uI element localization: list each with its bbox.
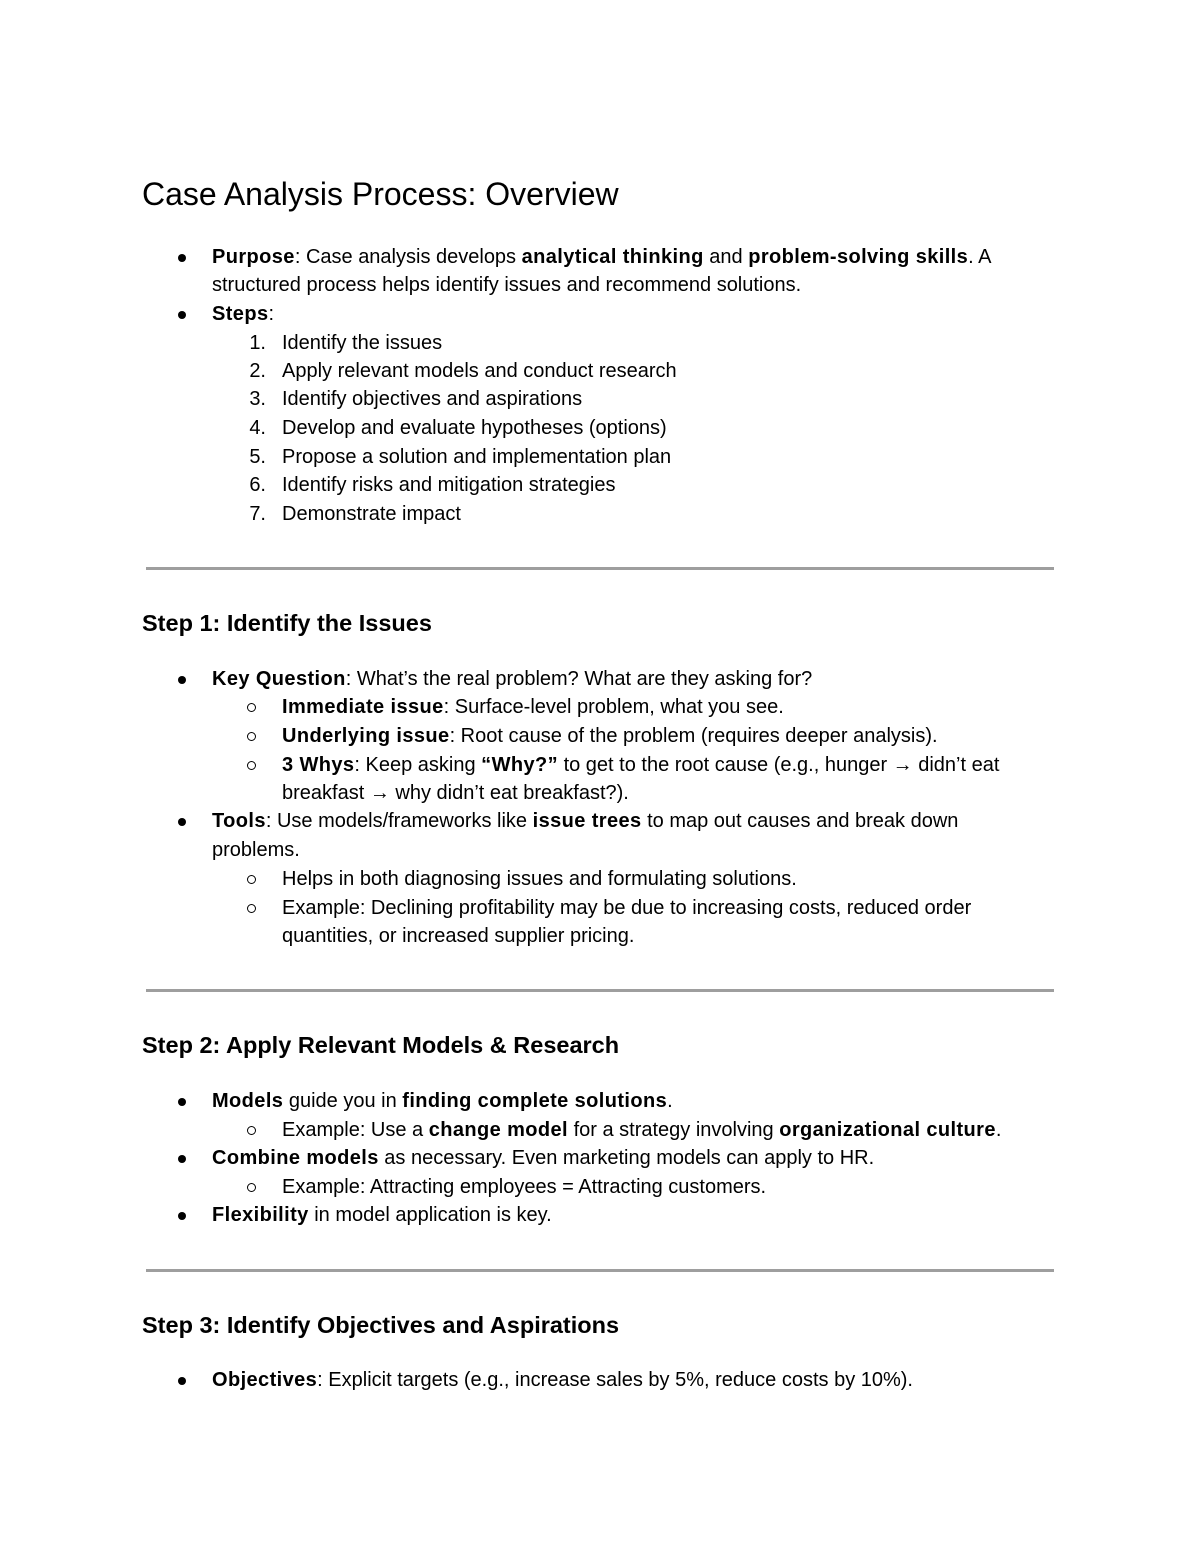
objectives-label: Objectives: [212, 1369, 318, 1391]
tools-bold: issue trees: [532, 810, 642, 832]
circle-bullet-icon: [247, 703, 256, 712]
steps-colon: :: [268, 303, 275, 325]
whys-text: : Keep asking: [354, 754, 482, 776]
example1-text-3: .: [995, 1119, 1002, 1141]
purpose-text-3: . A: [968, 246, 992, 268]
immediate-text: : Surface-level problem, what you see.: [443, 696, 784, 718]
tools-line: [212, 807, 1072, 836]
list-item: Identify objectives and aspirations: [282, 388, 583, 410]
horizontal-rule: [146, 567, 1054, 570]
three-whys-line-2: breakfast → why didn’t eat breakfast?).: [282, 782, 629, 804]
horizontal-rule: [146, 989, 1054, 992]
list-item: Develop and evaluate hypotheses (options): [282, 417, 667, 439]
bullet-icon: [178, 1212, 186, 1220]
list-item: Identify risks and mitigation strategies: [282, 474, 616, 496]
bullet-icon: [178, 254, 186, 262]
combine-models-line: [212, 1144, 1072, 1173]
purpose-bold-2: problem-solving skills: [748, 246, 969, 268]
step-number: 4.: [249, 417, 266, 439]
circle-bullet-icon: [247, 875, 256, 884]
flex-text: in model application is key.: [308, 1204, 552, 1226]
step-number: 5.: [249, 446, 266, 468]
models-text-2: .: [667, 1090, 673, 1112]
page-title: Case Analysis Process: Overview: [142, 176, 619, 212]
circle-bullet-icon: [247, 732, 256, 741]
models-label: Models: [212, 1090, 284, 1112]
whys-bold: “Why?”: [481, 754, 559, 776]
flexibility-line: [212, 1201, 1072, 1230]
key-question-label: Key Question: [212, 668, 346, 690]
bullet-icon: [178, 311, 186, 319]
combine-label: Combine models: [212, 1147, 379, 1169]
objectives-line: [212, 1366, 1072, 1395]
example-change-model-line: [282, 1116, 1142, 1145]
example-line-2: quantities, or increased supplier pricing.: [282, 925, 635, 947]
step-number: 6.: [249, 474, 266, 496]
bullet-icon: [178, 1155, 186, 1163]
tools-line-2: problems.: [212, 839, 300, 861]
circle-bullet-icon: [247, 1183, 256, 1192]
step2-heading: Step 2: Apply Relevant Models & Research: [142, 1032, 620, 1058]
example1-text-2: for a strategy involving: [568, 1119, 780, 1141]
steps-label: Steps: [212, 303, 269, 325]
purpose-text: : Case analysis develops: [294, 246, 522, 268]
underlying-issue-line: [282, 722, 1142, 751]
purpose-label: Purpose: [212, 246, 295, 268]
immediate-label: Immediate issue: [282, 696, 444, 718]
step1-heading: Step 1: Identify the Issues: [142, 610, 432, 636]
step3-heading: Step 3: Identify Objectives and Aspirations: [142, 1312, 620, 1338]
purpose-line-2: structured process helps identify issues and recommend solutions.: [212, 274, 802, 296]
horizontal-rule: [146, 1269, 1054, 1272]
list-item: Identify the issues: [282, 332, 443, 354]
tools-label: Tools: [212, 810, 266, 832]
three-whys-line: [282, 751, 1142, 780]
step-number: 1.: [249, 332, 266, 354]
step-number: 2.: [249, 360, 266, 382]
circle-bullet-icon: [247, 761, 256, 770]
step-number: 3.: [249, 388, 266, 410]
objectives-text: : Explicit targets (e.g., increase sales by 5%, reduce costs by 10%).: [317, 1369, 913, 1391]
circle-bullet-icon: [247, 904, 256, 913]
example1-bold: change model: [428, 1119, 569, 1141]
steps-line: [212, 300, 1072, 329]
tools-text-2: to map out causes and break down: [641, 810, 959, 832]
underlying-label: Underlying issue: [282, 725, 450, 747]
list-item: Apply relevant models and conduct research: [282, 360, 677, 382]
models-line: [212, 1087, 1072, 1116]
example1-bold-2: organizational culture: [779, 1119, 996, 1141]
step-number: 7.: [249, 503, 266, 525]
whys-label: 3 Whys: [282, 754, 355, 776]
key-question-text: : What’s the real problem? What are they asking for?: [345, 668, 813, 690]
flex-label: Flexibility: [212, 1204, 309, 1226]
immediate-issue-line: [282, 693, 1142, 722]
tools-text: : Use models/frameworks like: [265, 810, 533, 832]
list-item: Demonstrate impact: [282, 503, 461, 525]
models-bold: finding complete solutions: [402, 1090, 668, 1112]
models-text: guide you in: [283, 1090, 403, 1112]
example-attracting-line: Example: Attracting employees = Attracting customers.: [282, 1176, 767, 1198]
bullet-icon: [178, 818, 186, 826]
bullet-icon: [178, 1098, 186, 1106]
example-line: Example: Declining profitability may be due to increasing costs, reduced order: [282, 897, 972, 919]
purpose-bold-1: analytical thinking: [521, 246, 704, 268]
helps-line: Helps in both diagnosing issues and formulating solutions.: [282, 868, 797, 890]
list-item: Propose a solution and implementation plan: [282, 446, 672, 468]
purpose-text-2: and: [703, 246, 749, 268]
underlying-text: : Root cause of the problem (requires deeper analysis).: [449, 725, 938, 747]
purpose-line: [212, 243, 1072, 272]
example1-text: Example: Use a: [282, 1119, 429, 1141]
circle-bullet-icon: [247, 1126, 256, 1135]
bullet-icon: [178, 676, 186, 684]
combine-text: as necessary. Even marketing models can apply to HR.: [378, 1147, 875, 1169]
key-question-line: [212, 665, 1072, 694]
bullet-icon: [178, 1377, 186, 1385]
whys-text-2: to get to the root cause (e.g., hunger → didn’t eat: [558, 754, 1000, 776]
